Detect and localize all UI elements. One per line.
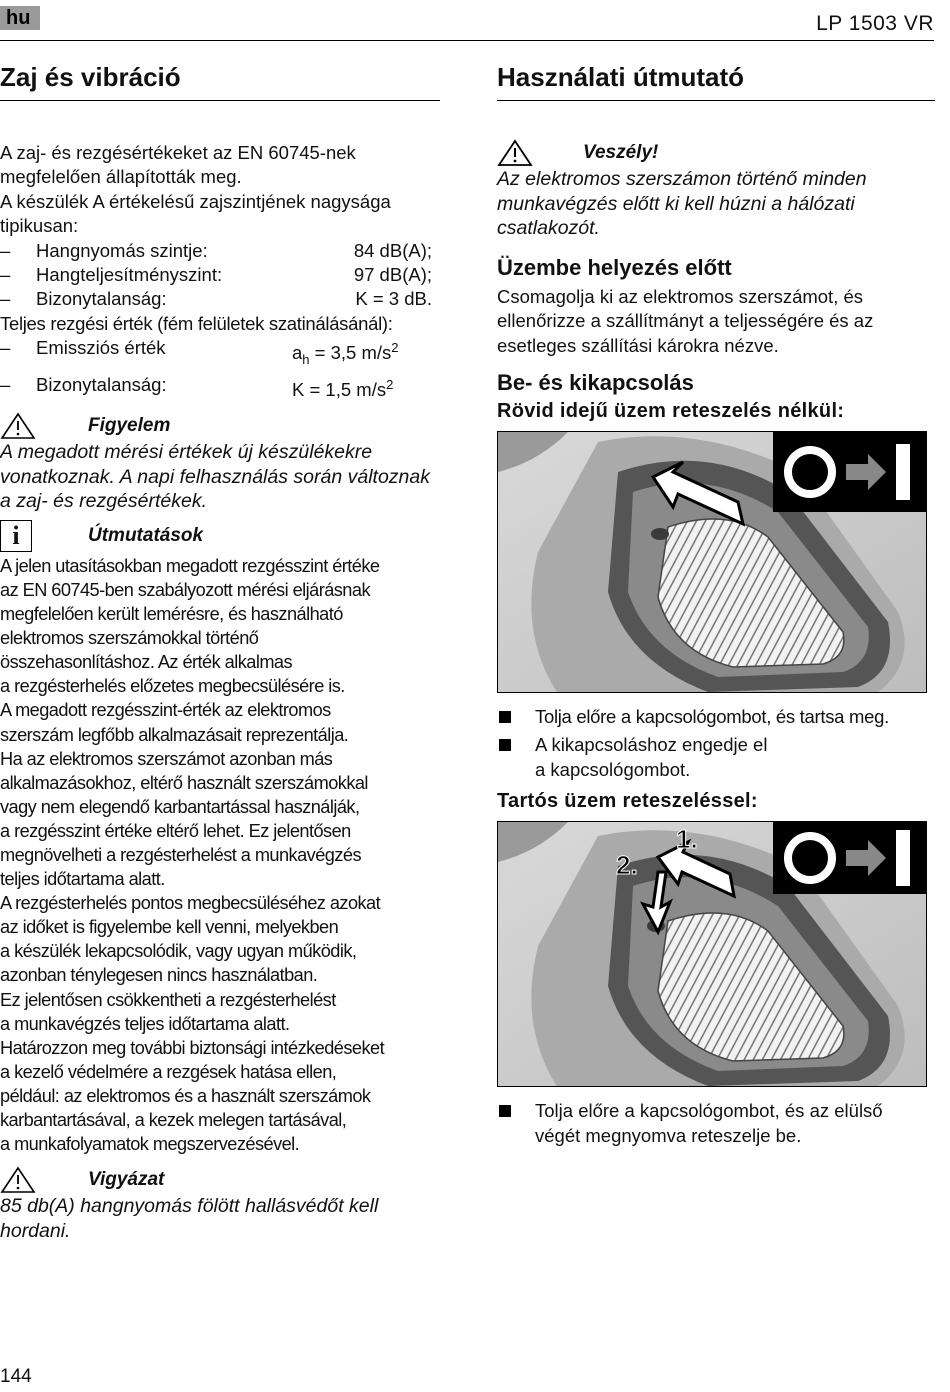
vibration-value [292,373,432,403]
vibration-value [292,336,432,372]
caution-title: Vigyázat [88,1169,165,1191]
dash: – [0,337,11,359]
text-line: A megadott rezgésszint-érték az elektromos [0,700,331,721]
attention-notice-head [0,412,440,440]
value-text: = 1,5 m/s [304,378,387,400]
noise-list [0,239,432,312]
page-number: 144 [0,1366,32,1387]
usage-guide-title: Használati útmutató [497,60,935,101]
dash: – [0,264,11,286]
warning-triangle-icon [497,139,533,167]
superscript: 2 [386,376,394,392]
switch-figure-momentary [497,431,927,693]
attention-title: Figyelem [88,415,171,437]
bullet-square [499,739,511,751]
switch-illustration [498,822,927,1087]
danger-notice-head [497,139,935,167]
vibration-row [0,373,432,403]
continuous-bullets [497,1099,935,1148]
step-label-1: 1. [676,824,698,855]
warning-triangle-icon [0,412,36,440]
superscript: 2 [391,340,399,356]
vibration-row [0,336,432,372]
right-column [497,60,935,1148]
text-line: összehasonlításhoz. Az érték alkalmas [0,652,293,673]
dash: – [0,373,11,395]
text-line: a munkafolyamatok megszervezésével. [0,1134,300,1155]
switch-title: Be- és kikapcsolás [497,370,694,395]
noise-label: Hangnyomás szintje: [36,239,208,261]
attention-body: A megadott mérési értékek új készülékekre vonatkoznak. A napi felhasználás során változnak a zaj- és rezgésértékek. [0,441,430,513]
bullet-item [497,733,935,782]
vibration-label: Emissziós érték [36,337,166,359]
text-line: Ez jelentősen csökkentheti a rezgésterhelést [0,989,336,1010]
bullet-text: Tolja előre a kapcsológombot, és tartsa meg. [535,706,889,727]
short-operation-title: Rövid idejű üzem reteszelés nélkül: [497,400,845,422]
intro-text-2: A készülék A értékelésű zajszintjének nagysága tipikusan: [0,190,391,237]
text-line: az időket is figyelembe kell venni, melyekben [0,917,339,938]
caution-body: 85 db(A) hangnyomás fölött hallásvédőt kell hordani. [0,1195,379,1242]
value-text: = 3,5 m/s [309,342,392,364]
warning-triangle-icon [0,1166,36,1194]
header-rule [0,40,934,41]
text-line: megfelelően került lemérésre, és használható [0,604,343,625]
instructions-body [0,554,440,1156]
noise-label: Hangteljesítményszint: [36,264,223,286]
danger-title: Veszély! [583,142,659,163]
text-line: Határozzon meg további biztonsági intézkedéseket [0,1037,385,1058]
language-badge: hu [0,6,40,30]
noise-value: 84 dB(A); [353,239,432,261]
bullet-item [497,705,935,729]
noise-value: K = 3 dB. [355,288,432,310]
text-line: szerszám legfőbb alkalmazásait reprezentálja. [0,724,349,745]
vibration-list [0,336,432,402]
text-line: A rezgésterhelés pontos megbecsüléséhez azokat [0,893,381,914]
noise-vibration-title: Zaj és vibráció [0,60,440,101]
model-name: LP 1503 VR [816,12,934,35]
bullet-item [497,1099,935,1148]
text-line: a rezgésterhelés előzetes megbecsülésére is. [0,676,345,697]
dash: – [0,239,11,261]
vibration-intro: Teljes rezgési érték (fém felületek szatinálásánál): [0,312,393,334]
left-column [0,60,440,1243]
switch-figure-latched [497,821,927,1087]
bullet-text: A kikapcsoláshoz engedje el a kapcsológombot. [535,734,768,780]
symbol: K [292,378,305,400]
vibration-label: Bizonytalanság: [36,373,167,395]
step-label-2: 2. [616,850,638,881]
noise-row [0,239,432,263]
startup-body: Csomagolja ki az elektromos szerszámot, és ellenőrizze a szállítmányt a teljességére és az esetleges szállítási károkra nézve. [497,285,874,356]
symbol: a [292,342,303,364]
intro-text-1: A zaj- és rezgésértékeket az EN 60745-nek megfelelően állapították meg. [0,142,356,188]
text-line: megnövelheti a rezgésterhelést a munkavégzés [0,844,361,865]
instructions-notice-head [0,520,440,552]
text-line: a készülék lekapcsolódik, vagy ugyan működik, [0,941,357,962]
text-line: például: az elektromos és a használt szerszámok [0,1085,371,1106]
text-line: karbantartásával, a kezek melegen tartásával, [0,1110,347,1130]
text-line: alkalmazásokhoz, eltérő használt szerszámokkal [0,772,368,793]
text-line: teljes időtartama alatt. [0,869,165,890]
bullet-text: Tolja előre a kapcsológombot, és az elülső végét megnyomva reteszelje be. [535,1100,883,1146]
danger-body: Az elektromos szerszámon történő minden munkavégzés előtt ki kell húzni a hálózati csatlakozót. [497,168,867,240]
text-line: elektromos szerszámokkal történő [0,628,259,649]
startup-title: Üzembe helyezés előtt [497,254,732,280]
continuous-operation-title: Tartós üzem reteszeléssel: [497,790,758,813]
text-line: az EN 60745-ben szabályozott mérési eljárásnak [0,579,370,600]
text-line: a munkavégzés teljes időtartama alatt. [0,1013,290,1034]
text-line: a rezgésszint értéke eltérő lehet. Ez jelentősen [0,820,351,841]
text-line: azonban ténylegesen nincs használatban. [0,965,318,986]
switch-illustration [498,432,927,693]
noise-value: 97 dB(A); [353,264,432,286]
noise-row [0,287,432,311]
caution-notice-head [0,1166,440,1194]
noise-label: Bizonytalanság: [36,288,167,310]
dash: – [0,288,11,310]
info-icon: i [0,520,32,552]
noise-row [0,263,432,287]
text-line: A jelen utasításokban megadott rezgésszint értéke [0,555,380,576]
lock-pin [651,528,669,540]
bullet-square [499,1105,511,1117]
text-line: Ha az elektromos szerszámot azonban más [0,748,333,769]
subscript: h [302,352,310,368]
short-bullets [497,705,935,782]
text-line: vagy nem elegendő karbantartással használják, [0,796,360,817]
bullet-square [499,711,511,723]
text-line: a kezelő védelmére a rezgések hatása ellen, [0,1061,337,1082]
instructions-title: Útmutatások [88,524,204,546]
